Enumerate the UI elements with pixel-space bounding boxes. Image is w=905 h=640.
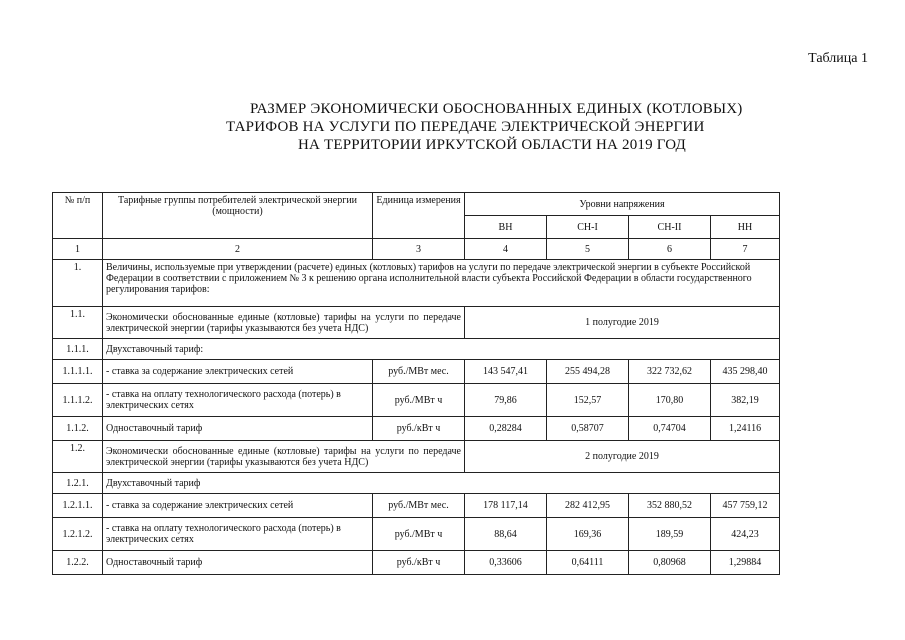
table-row: [53, 260, 780, 307]
table-row: [53, 551, 780, 575]
header-voltage-levels: Уровни напряжения: [465, 193, 780, 216]
row-number: 1.2.1.2.: [53, 518, 103, 551]
header-groups: Тарифные группы потребителей электрической энергии (мощности): [103, 193, 373, 239]
value-vn: 79,86: [465, 384, 547, 417]
value-sn2: 322 732,62: [629, 360, 711, 384]
value-nn: 435 298,40: [711, 360, 780, 384]
value-nn: 1,24116: [711, 417, 780, 441]
row-number: 1.1.: [53, 307, 103, 339]
value-nn: 424,23: [711, 518, 780, 551]
title-line-1: РАЗМЕР ЭКОНОМИЧЕСКИ ОБОСНОВАННЫХ ЕДИНЫХ (КОТЛОВЫХ): [250, 101, 743, 117]
row-description: Экономически обоснованные единые (котловые) тарифы на услуги по передаче электрической энергии (тарифы указываются без учета НДС): [103, 307, 465, 339]
document-title: [150, 100, 770, 154]
value-sn2: 189,59: [629, 518, 711, 551]
table-row: [53, 384, 780, 417]
title-line-3: НА ТЕРРИТОРИИ ИРКУТСКОЙ ОБЛАСТИ НА 2019 ГОД: [298, 137, 686, 153]
header-vn: ВН: [465, 216, 547, 239]
row-description: - ставка на оплату технологического расхода (потерь) в электрических сетях: [103, 384, 373, 417]
table-row: [53, 518, 780, 551]
table-row: [53, 307, 780, 339]
row-unit: руб./МВт мес.: [373, 494, 465, 518]
row-unit: руб./МВт ч: [373, 384, 465, 417]
row-number: 1.1.2.: [53, 417, 103, 441]
value-sn1: 282 412,95: [547, 494, 629, 518]
row-unit: руб./кВт ч: [373, 417, 465, 441]
value-vn: 0,28284: [465, 417, 547, 441]
row-number: 1.2.: [53, 441, 103, 473]
value-nn: 457 759,12: [711, 494, 780, 518]
header-num: № п/п: [53, 193, 103, 239]
period-label: 2 полугодие 2019: [465, 441, 780, 473]
row-number: 1.: [53, 260, 103, 307]
value-sn1: 0,64111: [547, 551, 629, 575]
table-row: [53, 417, 780, 441]
header-unit: Единица измерения: [373, 193, 465, 239]
period-label: 1 полугодие 2019: [465, 307, 780, 339]
row-number: 1.2.2.: [53, 551, 103, 575]
row-number: 1.1.1.2.: [53, 384, 103, 417]
value-sn1: 0,58707: [547, 417, 629, 441]
table-row: [53, 339, 780, 360]
value-sn2: 0,74704: [629, 417, 711, 441]
tariff-table: [52, 192, 780, 575]
title-line-2: ТАРИФОВ НА УСЛУГИ ПО ПЕРЕДАЧЕ ЭЛЕКТРИЧЕСКОЙ ЭНЕРГИИ: [226, 119, 705, 135]
value-sn1: 255 494,28: [547, 360, 629, 384]
value-sn2: 170,80: [629, 384, 711, 417]
row-description: Экономически обоснованные единые (котловые) тарифы на услуги по передаче электрической энергии (тарифы указываются без учета НДС): [103, 441, 465, 473]
value-vn: 178 117,14: [465, 494, 547, 518]
row-description: Одноставочный тариф: [103, 417, 373, 441]
value-vn: 0,33606: [465, 551, 547, 575]
value-nn: 1,29884: [711, 551, 780, 575]
row-unit: руб./кВт ч: [373, 551, 465, 575]
row-description: - ставка за содержание электрических сетей: [103, 494, 373, 518]
table-number-label: Таблица 1: [808, 51, 868, 66]
table-row: [53, 473, 780, 494]
value-nn: 382,19: [711, 384, 780, 417]
column-number: 5: [547, 239, 629, 260]
table-row: [53, 441, 780, 473]
column-number: 4: [465, 239, 547, 260]
column-number: 6: [629, 239, 711, 260]
row-description: Двухставочный тариф:: [103, 339, 780, 360]
row-description: - ставка за содержание электрических сетей: [103, 360, 373, 384]
row-description: Одноставочный тариф: [103, 551, 373, 575]
table-row: [53, 494, 780, 518]
row-number: 1.2.1.1.: [53, 494, 103, 518]
column-number: 2: [103, 239, 373, 260]
row-unit: руб./МВт мес.: [373, 360, 465, 384]
row-description: - ставка на оплату технологического расхода (потерь) в электрических сетях: [103, 518, 373, 551]
header-sn2: СН-II: [629, 216, 711, 239]
section-description: Величины, используемые при утверждении (расчете) единых (котловых) тарифов на услуги по передаче электрической энергии в субъекте Российской Федерации в соответствии с приложением № 3 к решению органа исполнительной власти субъекта Российской Федерации в области государственного регулирования тарифов:: [103, 260, 780, 307]
column-number: 3: [373, 239, 465, 260]
table-row: [53, 360, 780, 384]
value-sn2: 0,80968: [629, 551, 711, 575]
row-number: 1.2.1.: [53, 473, 103, 494]
value-vn: 143 547,41: [465, 360, 547, 384]
value-sn1: 152,57: [547, 384, 629, 417]
row-number: 1.1.1.: [53, 339, 103, 360]
row-description: Двухставочный тариф: [103, 473, 780, 494]
value-sn2: 352 880,52: [629, 494, 711, 518]
header-nn: НН: [711, 216, 780, 239]
value-vn: 88,64: [465, 518, 547, 551]
column-number: 7: [711, 239, 780, 260]
header-sn1: СН-I: [547, 216, 629, 239]
row-number: 1.1.1.1.: [53, 360, 103, 384]
column-number: 1: [53, 239, 103, 260]
header-row: [53, 193, 780, 216]
row-unit: руб./МВт ч: [373, 518, 465, 551]
value-sn1: 169,36: [547, 518, 629, 551]
column-numbers-row: [53, 239, 780, 260]
